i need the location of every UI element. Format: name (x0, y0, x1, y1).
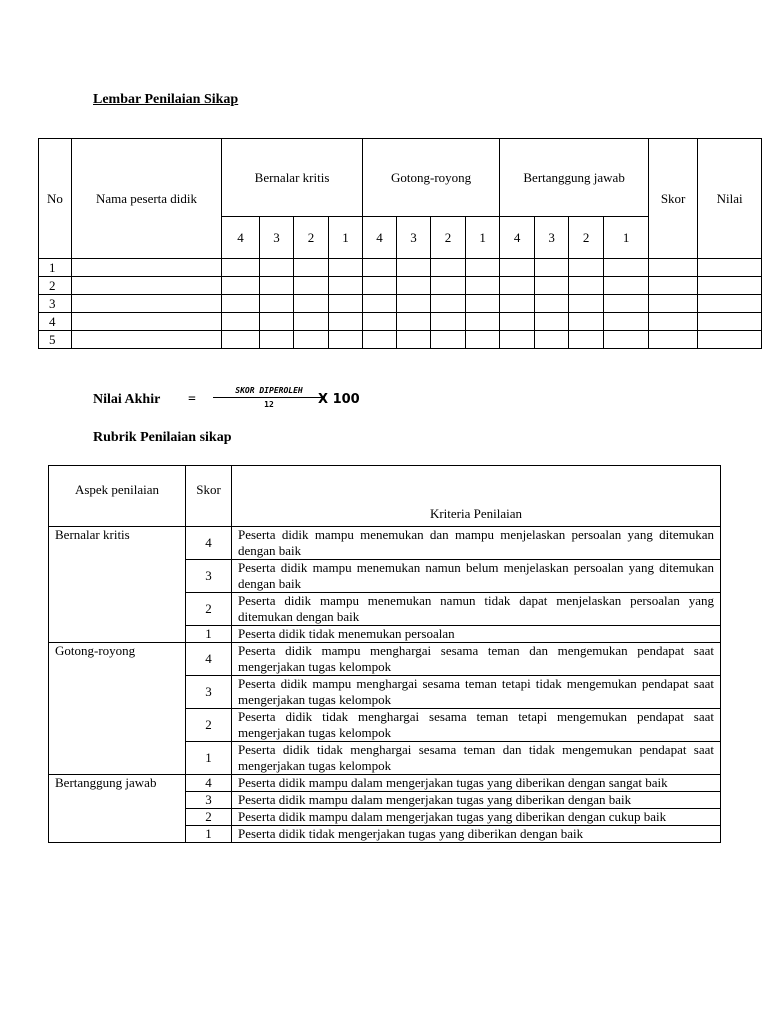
blank-cell (363, 313, 397, 331)
row-number: 4 (39, 313, 72, 331)
blank-cell (397, 331, 431, 349)
rubric-score: 2 (186, 809, 232, 826)
rubric-score: 1 (186, 826, 232, 843)
blank-cell (294, 277, 329, 295)
blank-cell (500, 259, 535, 277)
header-score-level: 4 (500, 217, 535, 259)
header-nilai: Nilai (698, 139, 762, 259)
blank-cell (649, 331, 698, 349)
blank-cell (260, 331, 294, 349)
rubric-score: 4 (186, 775, 232, 792)
header-score-level: 1 (604, 217, 649, 259)
assessment-table (38, 138, 762, 349)
rubric-score: 1 (186, 626, 232, 643)
table-row (39, 295, 762, 313)
formula-label: Nilai Akhir (93, 392, 161, 407)
formula-numerator: SKOR DIPEROLEH (213, 386, 325, 398)
blank-cell (500, 331, 535, 349)
blank-cell (466, 313, 500, 331)
blank-cell (698, 331, 762, 349)
header-aspect-tanggung: Bertanggung jawab (500, 139, 649, 217)
header-score-level: 4 (363, 217, 397, 259)
blank-cell (500, 277, 535, 295)
header-score-level: 1 (466, 217, 500, 259)
blank-cell (466, 277, 500, 295)
rubric-row (49, 775, 721, 792)
rubric-score: 3 (186, 560, 232, 593)
row-number: 5 (39, 331, 72, 349)
blank-cell (466, 259, 500, 277)
rubric-row (49, 643, 721, 676)
blank-cell (222, 313, 260, 331)
formula-x: X (318, 392, 329, 407)
blank-cell (431, 259, 466, 277)
blank-cell (466, 331, 500, 349)
rubric-score: 3 (186, 792, 232, 809)
rubric-aspect: Bernalar kritis (49, 527, 186, 643)
blank-cell (294, 259, 329, 277)
blank-cell (604, 313, 649, 331)
blank-cell (649, 313, 698, 331)
blank-cell (72, 313, 222, 331)
blank-cell (222, 277, 260, 295)
blank-cell (604, 331, 649, 349)
blank-cell (363, 295, 397, 313)
table-row (39, 277, 762, 295)
blank-cell (569, 277, 604, 295)
blank-cell (535, 313, 569, 331)
blank-cell (363, 277, 397, 295)
blank-cell (649, 259, 698, 277)
rubric-header-aspect: Aspek penilaian (49, 466, 186, 527)
row-number: 1 (39, 259, 72, 277)
blank-cell (397, 295, 431, 313)
page-title: Lembar Penilaian Sikap (93, 92, 239, 107)
row-number: 3 (39, 295, 72, 313)
rubric-title: Rubrik Penilaian sikap (93, 430, 232, 445)
blank-cell (222, 295, 260, 313)
rubric-criteria: Peserta didik mampu dalam mengerjakan tugas yang diberikan dengan baik (232, 792, 721, 809)
row-number: 2 (39, 277, 72, 295)
blank-cell (222, 331, 260, 349)
header-score-level: 2 (294, 217, 329, 259)
header-score-level: 3 (260, 217, 294, 259)
table-row (39, 259, 762, 277)
table-row (39, 313, 762, 331)
blank-cell (649, 277, 698, 295)
blank-cell (72, 331, 222, 349)
header-score-level: 1 (329, 217, 363, 259)
rubric-criteria: Peserta didik tidak menghargai sesama teman dan tidak mengemukan pendapat saat mengerjakan tugas kelompok (232, 742, 721, 775)
rubric-criteria: Peserta didik mampu menemukan dan mampu menjelaskan persoalan yang ditemukan dengan baik (232, 527, 721, 560)
blank-cell (569, 331, 604, 349)
blank-cell (260, 277, 294, 295)
formula-factor: 100 (332, 392, 360, 407)
blank-cell (604, 259, 649, 277)
blank-cell (431, 295, 466, 313)
rubric-criteria: Peserta didik mampu menghargai sesama teman dan mengemukan pendapat saat mengerjakan tugas kelompok (232, 643, 721, 676)
rubric-table (48, 465, 721, 843)
header-no: No (39, 139, 72, 259)
blank-cell (294, 331, 329, 349)
rubric-criteria: Peserta didik mampu dalam mengerjakan tugas yang diberikan dengan cukup baik (232, 809, 721, 826)
blank-cell (329, 295, 363, 313)
blank-cell (698, 313, 762, 331)
blank-cell (72, 277, 222, 295)
blank-cell (535, 295, 569, 313)
blank-cell (72, 295, 222, 313)
rubric-score: 4 (186, 527, 232, 560)
blank-cell (466, 295, 500, 313)
rubric-aspect: Gotong-royong (49, 643, 186, 775)
blank-cell (431, 331, 466, 349)
blank-cell (698, 295, 762, 313)
blank-cell (500, 313, 535, 331)
blank-cell (260, 259, 294, 277)
rubric-aspect: Bertanggung jawab (49, 775, 186, 843)
rubric-score: 2 (186, 593, 232, 626)
blank-cell (535, 277, 569, 295)
blank-cell (397, 259, 431, 277)
blank-cell (604, 295, 649, 313)
rubric-criteria: Peserta didik mampu dalam mengerjakan tugas yang diberikan dengan sangat baik (232, 775, 721, 792)
blank-cell (698, 277, 762, 295)
blank-cell (604, 277, 649, 295)
blank-cell (329, 313, 363, 331)
blank-cell (363, 331, 397, 349)
blank-cell (431, 277, 466, 295)
blank-cell (294, 295, 329, 313)
formula-equals: = (188, 392, 196, 407)
blank-cell (329, 259, 363, 277)
rubric-row (49, 527, 721, 560)
rubric-score: 3 (186, 676, 232, 709)
header-score-level: 2 (569, 217, 604, 259)
blank-cell (569, 259, 604, 277)
blank-cell (363, 259, 397, 277)
rubric-criteria: Peserta didik tidak menghargai sesama teman tetapi mengemukan pendapat saat mengerjakan tugas kelompok (232, 709, 721, 742)
blank-cell (535, 259, 569, 277)
header-aspect-bernalar: Bernalar kritis (222, 139, 363, 217)
blank-cell (397, 277, 431, 295)
rubric-score: 2 (186, 709, 232, 742)
rubric-criteria: Peserta didik tidak menemukan persoalan (232, 626, 721, 643)
blank-cell (222, 259, 260, 277)
header-aspect-gotong: Gotong-royong (363, 139, 500, 217)
rubric-header-score: Skor (186, 466, 232, 527)
blank-cell (72, 259, 222, 277)
rubric-criteria: Peserta didik mampu menemukan namun tidak dapat menjelaskan persoalan yang ditemukan dengan baik (232, 593, 721, 626)
header-score-level: 2 (431, 217, 466, 259)
blank-cell (294, 313, 329, 331)
rubric-criteria: Peserta didik mampu menemukan namun belum menjelaskan persoalan yang ditemukan dengan baik (232, 560, 721, 593)
rubric-criteria: Peserta didik tidak mengerjakan tugas yang diberikan dengan baik (232, 826, 721, 843)
blank-cell (329, 331, 363, 349)
formula-multiplier (318, 392, 360, 407)
blank-cell (260, 313, 294, 331)
table-row (39, 331, 762, 349)
blank-cell (397, 313, 431, 331)
blank-cell (569, 313, 604, 331)
blank-cell (535, 331, 569, 349)
formula-fraction (213, 386, 325, 409)
blank-cell (329, 277, 363, 295)
blank-cell (500, 295, 535, 313)
rubric-header-criteria: Kriteria Penilaian (232, 466, 721, 527)
rubric-score: 4 (186, 643, 232, 676)
blank-cell (431, 313, 466, 331)
header-score-level: 3 (397, 217, 431, 259)
rubric-criteria: Peserta didik mampu menghargai sesama teman tetapi tidak mengemukan pendapat saat mengerjakan tugas kelompok (232, 676, 721, 709)
header-name: Nama peserta didik (72, 139, 222, 259)
header-skor: Skor (649, 139, 698, 259)
blank-cell (649, 295, 698, 313)
header-score-level: 4 (222, 217, 260, 259)
rubric-score: 1 (186, 742, 232, 775)
blank-cell (698, 259, 762, 277)
header-score-level: 3 (535, 217, 569, 259)
blank-cell (260, 295, 294, 313)
blank-cell (569, 295, 604, 313)
formula-denominator: 12 (264, 400, 274, 409)
